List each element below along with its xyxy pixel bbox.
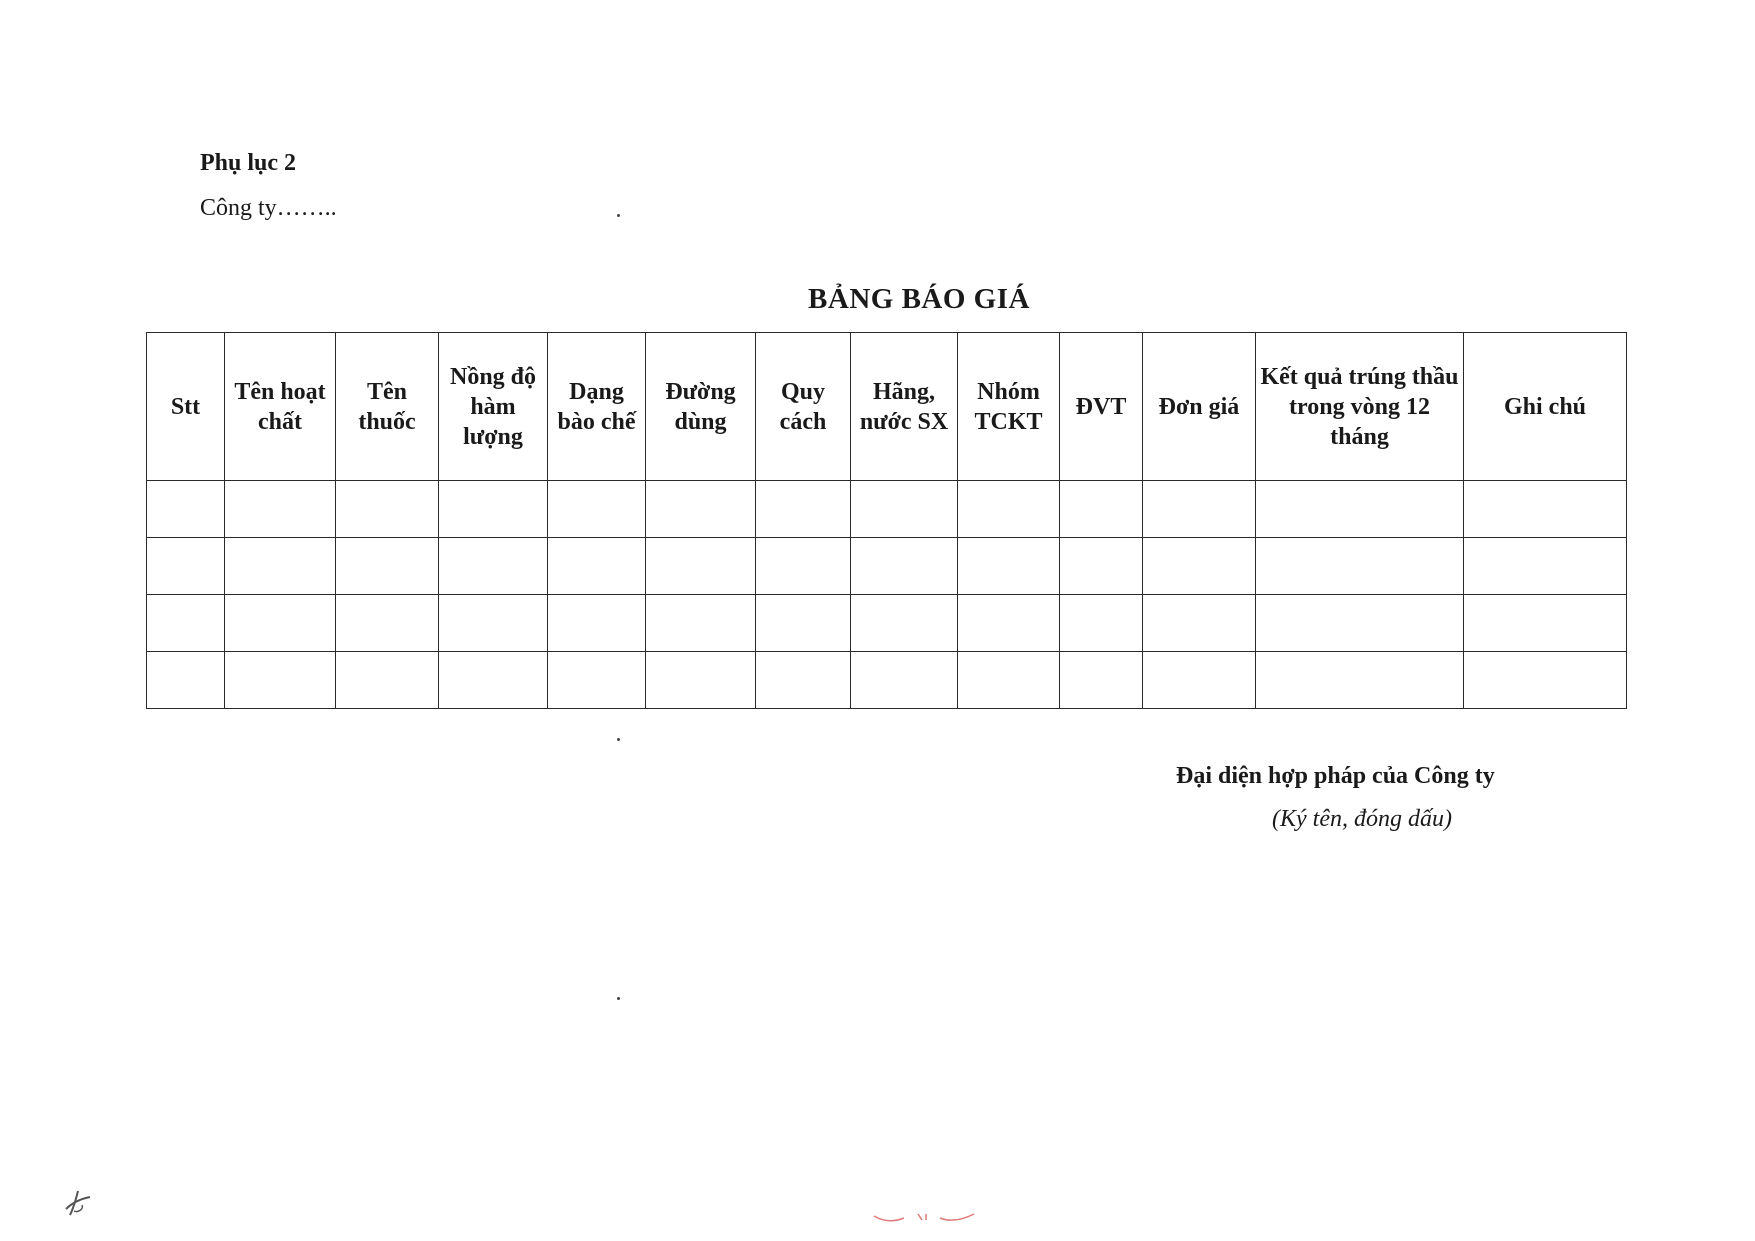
table-cell [1464, 538, 1627, 595]
table-cell [958, 538, 1060, 595]
table-row [147, 652, 1627, 709]
scan-speck [617, 214, 620, 217]
header-concentration: Nồng độ hàm lượng [439, 333, 548, 481]
table-cell [225, 481, 336, 538]
table-cell [1143, 481, 1256, 538]
stamp-trace-icon [870, 1210, 980, 1226]
table-cell [1143, 595, 1256, 652]
table-cell [439, 595, 548, 652]
header-route: Đường dùng [646, 333, 756, 481]
table-cell [756, 652, 851, 709]
table-cell [225, 652, 336, 709]
appendix-label: Phụ lục 2 [200, 150, 297, 176]
table-body [147, 481, 1627, 709]
signature-title: Đại diện hợp pháp của Công ty [1176, 763, 1495, 789]
table-cell [147, 538, 225, 595]
table-cell [756, 595, 851, 652]
table-cell [646, 595, 756, 652]
header-manufacturer-country: Hãng, nước SX [851, 333, 958, 481]
table-cell [1143, 538, 1256, 595]
table-cell [1256, 481, 1464, 538]
table-cell [147, 652, 225, 709]
table-cell [851, 595, 958, 652]
table-cell [336, 595, 439, 652]
table-cell [1060, 595, 1143, 652]
table-cell [225, 538, 336, 595]
table-cell [1256, 595, 1464, 652]
handwritten-mark-icon [60, 1185, 96, 1221]
header-technical-group: Nhóm TCKT [958, 333, 1060, 481]
table-cell [1464, 652, 1627, 709]
scan-speck [617, 997, 620, 1000]
table-row [147, 481, 1627, 538]
price-quote-table [146, 332, 1627, 709]
table-header-row [147, 333, 1627, 481]
table-cell [548, 481, 646, 538]
table-cell [336, 481, 439, 538]
table-cell [851, 538, 958, 595]
table-cell [1464, 595, 1627, 652]
table-cell [646, 652, 756, 709]
header-bid-result: Kết quả trúng thầu trong vòng 12 tháng [1256, 333, 1464, 481]
table-cell [646, 481, 756, 538]
document-title: BẢNG BÁO GIÁ [808, 283, 1030, 315]
table-cell [548, 652, 646, 709]
header-unit-price: Đơn giá [1143, 333, 1256, 481]
table-cell [1060, 652, 1143, 709]
table-cell [439, 538, 548, 595]
table-cell [548, 538, 646, 595]
table-cell [851, 652, 958, 709]
table-cell [1464, 481, 1627, 538]
table-row [147, 538, 1627, 595]
table-cell [1060, 538, 1143, 595]
table-cell [1256, 652, 1464, 709]
table-cell [1060, 481, 1143, 538]
company-line: Công ty…….. [200, 195, 337, 221]
table-cell [958, 481, 1060, 538]
table-cell [851, 481, 958, 538]
table-cell [1143, 652, 1256, 709]
header-active-ingredient: Tên hoạt chất [225, 333, 336, 481]
table-cell [439, 481, 548, 538]
table-cell [646, 538, 756, 595]
scan-speck [617, 738, 620, 741]
table-cell [756, 481, 851, 538]
table-cell [336, 538, 439, 595]
table-cell [147, 481, 225, 538]
header-stt: Stt [147, 333, 225, 481]
table-cell [756, 538, 851, 595]
header-notes: Ghi chú [1464, 333, 1627, 481]
signature-note: (Ký tên, đóng dấu) [1272, 806, 1452, 832]
table-cell [147, 595, 225, 652]
header-dosage-form: Dạng bào chế [548, 333, 646, 481]
table-cell [439, 652, 548, 709]
table-cell [958, 652, 1060, 709]
header-unit: ĐVT [1060, 333, 1143, 481]
table-cell [958, 595, 1060, 652]
header-packaging: Quy cách [756, 333, 851, 481]
table-cell [548, 595, 646, 652]
header-drug-name: Tên thuốc [336, 333, 439, 481]
table-cell [1256, 538, 1464, 595]
table-cell [225, 595, 336, 652]
table-row [147, 595, 1627, 652]
table-cell [336, 652, 439, 709]
